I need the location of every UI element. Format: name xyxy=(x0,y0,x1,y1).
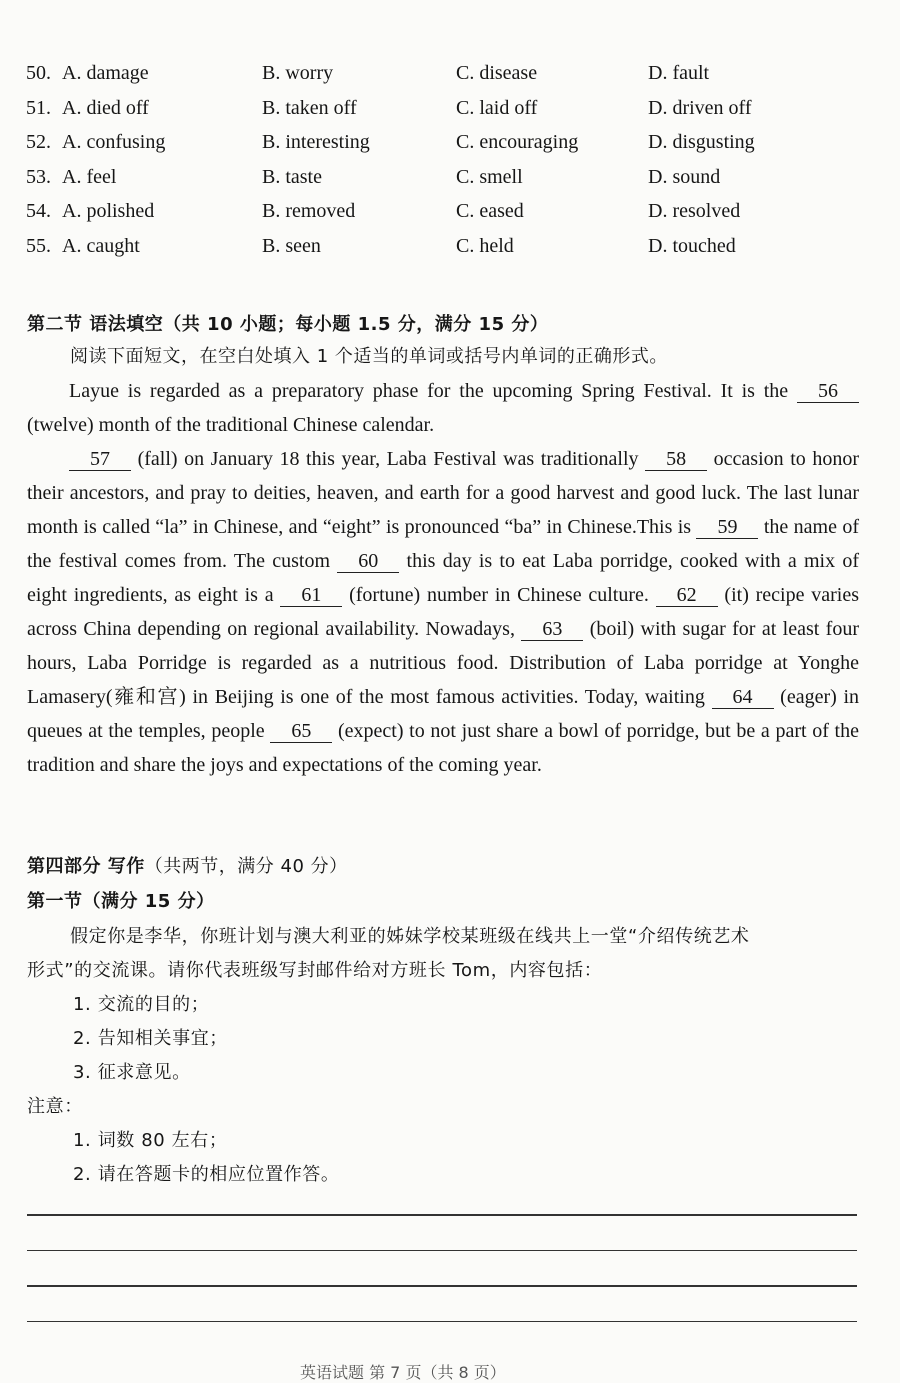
section-title: 第二节 语法填空 xyxy=(27,314,164,335)
choice-row xyxy=(26,131,886,166)
passage-text: occasion to honor their ancestors, and pray to deities, heaven, and earth for a good harvest and good luck. The last lunar month is called “la” in Chinese, and “eight” is pronounced “ba” in Chinese.This is xyxy=(27,448,860,538)
content-requirement: 2. 告知相关事宜； xyxy=(73,1028,228,1049)
grammar-passage xyxy=(27,374,859,782)
option-d: D. fault xyxy=(648,62,710,84)
part-scoring: （共两节，满分 40 分） xyxy=(144,856,348,877)
writing-line[interactable] xyxy=(27,1250,857,1252)
note-item: 2. 请在答题卡的相应位置作答。 xyxy=(73,1164,340,1185)
answer-blank[interactable]: 60 xyxy=(337,550,399,573)
option-a: A. feel xyxy=(62,165,117,188)
option-b: B. removed xyxy=(262,200,356,222)
option-a: A. polished xyxy=(62,200,155,222)
option-b: B. worry xyxy=(262,62,334,84)
answer-blank[interactable]: 56 xyxy=(797,380,859,403)
note-item: 1. 词数 80 左右； xyxy=(73,1130,228,1151)
option-c: C. encouraging xyxy=(456,131,579,153)
choice-row xyxy=(26,97,886,132)
writing-line[interactable] xyxy=(27,1321,857,1323)
option-c: C. disease xyxy=(456,62,538,84)
part-heading xyxy=(27,852,348,878)
choice-row xyxy=(26,235,886,270)
notes-label: 注意： xyxy=(27,1096,83,1117)
passage-paragraph xyxy=(27,442,859,782)
choice-row xyxy=(26,166,886,201)
option-c: C. smell xyxy=(456,165,523,188)
question-number: 52. xyxy=(26,131,51,153)
passage-text: the name of the festival comes from. The custom xyxy=(27,516,859,572)
section-scoring: （共 10 小题；每小题 1.5 分，满分 15 分） xyxy=(163,314,549,335)
option-b: B. interesting xyxy=(262,131,370,153)
answer-blank[interactable]: 64 xyxy=(712,686,774,709)
question-number: 55. xyxy=(26,234,51,257)
passage-text: (expect) to not just share a bowl of porridge, but be a part of the tradition and share the joys and expectations of the coming year. xyxy=(27,720,859,776)
question-number: 53. xyxy=(26,165,51,188)
section-heading xyxy=(27,310,548,336)
option-d: D. resolved xyxy=(648,200,741,222)
option-a: A. confusing xyxy=(62,131,166,153)
option-b: B. seen xyxy=(262,234,321,257)
passage-text: (fortune) number in Chinese culture. xyxy=(342,584,656,606)
section-instruction: 阅读下面短文，在空白处填入 1 个适当的单词或括号内单词的正确形式。 xyxy=(70,346,668,367)
option-d: D. disgusting xyxy=(648,131,755,153)
answer-blank[interactable]: 62 xyxy=(656,584,718,607)
section-heading xyxy=(27,887,215,913)
passage-text: (boil) with sugar for at least four hours, Laba Porridge is regarded as a nutritious food. Distribution of Laba porridge at Yonghe Lamasery(雍和宫) in Beijing is one of the most famous activities. Today, waiting xyxy=(27,618,859,708)
passage-text: (eager) in queues at the temples, people xyxy=(27,686,860,742)
answer-blank[interactable]: 61 xyxy=(280,584,342,607)
option-b: B. taken off xyxy=(262,96,357,119)
choice-row xyxy=(26,200,886,235)
option-a: A. damage xyxy=(62,62,149,84)
section-title: 第一节 xyxy=(27,891,83,912)
choice-row xyxy=(26,62,886,97)
answer-blank[interactable]: 63 xyxy=(521,618,583,641)
option-c: C. laid off xyxy=(456,96,538,119)
option-c: C. held xyxy=(456,234,514,257)
question-number: 51. xyxy=(26,96,51,119)
passage-text: (fall) on January 18 this year, Laba Festival was traditionally xyxy=(131,448,646,470)
content-requirement: 3. 征求意见。 xyxy=(73,1062,191,1083)
answer-blank[interactable]: 58 xyxy=(645,448,707,471)
passage-text: (it) recipe varies across China depending on regional availability. Nowadays, xyxy=(27,584,859,640)
writing-line[interactable] xyxy=(27,1285,857,1287)
page-footer: 英语试题 第 7 页（共 8 页） xyxy=(300,1363,506,1382)
writing-prompt-line: 形式”的交流课。请你代表班级写封邮件给对方班长 Tom，内容包括： xyxy=(27,960,603,981)
content-requirement: 1. 交流的目的； xyxy=(73,994,210,1015)
passage-text: this day is to eat Laba porridge, cooked with a mix of eight ingredients, as eight is a xyxy=(27,550,859,606)
question-number: 50. xyxy=(26,62,51,84)
option-d: D. driven off xyxy=(648,96,752,119)
answer-blank[interactable]: 57 xyxy=(69,448,131,471)
option-d: D. sound xyxy=(648,165,721,188)
answer-blank[interactable]: 65 xyxy=(270,720,332,743)
part-title: 第四部分 写作 xyxy=(27,856,145,877)
writing-line[interactable] xyxy=(27,1214,857,1216)
writing-area[interactable] xyxy=(27,1214,857,1356)
option-b: B. taste xyxy=(262,165,322,188)
option-d: D. touched xyxy=(648,234,736,257)
question-number: 54. xyxy=(26,200,51,222)
option-c: C. eased xyxy=(456,200,524,222)
passage-paragraph xyxy=(27,374,859,442)
section-scoring: （满分 15 分） xyxy=(82,891,215,912)
option-a: A. died off xyxy=(62,96,149,119)
passage-text: (twelve) month of the traditional Chinese calendar. xyxy=(27,414,435,436)
option-a: A. caught xyxy=(62,234,140,257)
choice-list xyxy=(26,62,886,269)
answer-blank[interactable]: 59 xyxy=(696,516,758,539)
passage-text: Layue is regarded as a preparatory phase for the upcoming Spring Festival. It is the xyxy=(69,380,797,402)
writing-prompt-line: 假定你是李华，你班计划与澳大利亚的姊妹学校某班级在线共上一堂“介绍传统艺术 xyxy=(70,926,750,947)
